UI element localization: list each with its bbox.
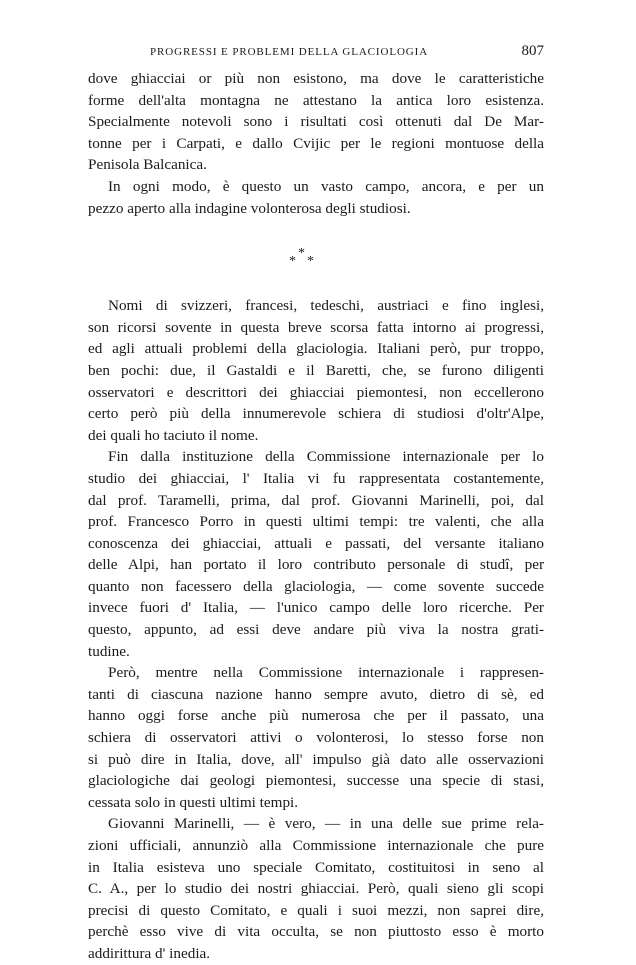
text-line: perchè esso vive di vita occulta, se non piuttosto esso è morto xyxy=(88,923,544,941)
paragraph-conclusion xyxy=(88,176,544,219)
text-line: Nomi di svizzeri, francesi, tedeschi, austriaci e fino inglesi, xyxy=(108,297,544,315)
text-line: tudine. xyxy=(88,642,130,660)
text-line: In ogni modo, è questo un vasto campo, ancora, e per un xyxy=(108,177,544,195)
text-line: quanto non facessero della glaciologia, — come sovente succede xyxy=(88,577,544,595)
page-number: 807 xyxy=(521,43,544,59)
section-separator xyxy=(88,219,544,284)
text-line: in Italia esisteva uno speciale Comitato, costituitosi in seno al xyxy=(88,858,544,876)
text-line: pezzo aperto alla indagine volonterosa degli studiosi. xyxy=(88,199,411,217)
text-line: osservatori e descrittori dei ghiacciai piemontesi, non eccellerono xyxy=(88,383,544,401)
text-line: precisi di questo Comitato, e quali i suoi mezzi, non saprei dire, xyxy=(88,901,544,919)
asterism-star-top: * xyxy=(298,246,305,262)
paragraph-commission xyxy=(88,446,544,662)
text-line: invece fuori d' Italia, — l'unico campo delle loro ricerche. Per xyxy=(88,599,544,617)
text-line: conoscenza dei ghiacciai, attuali e passati, del versante italiano xyxy=(88,534,544,552)
text-line: schiera di osservatori attivi o volonterosi, lo stesso forse non xyxy=(88,729,544,747)
text-line: tanti di ciascuna nazione hanno sempre avuto, dietro di sè, ed xyxy=(88,685,544,703)
text-line: glaciologiche dai geologi piemontesi, successe una specie di stasi, xyxy=(88,772,544,790)
running-head xyxy=(88,43,544,64)
text-line: Giovanni Marinelli, — è vero, — in una delle sue prime rela- xyxy=(108,815,544,833)
text-line: studio dei ghiacciai, l' Italia vi fu rappresentata costantemente, xyxy=(88,469,544,487)
paragraph-foreign-scholars xyxy=(88,295,544,446)
paragraph-italian-stasis xyxy=(88,662,544,813)
text-line: dal prof. Taramelli, prima, dal prof. Giovanni Marinelli, poi, dal xyxy=(88,491,544,509)
paragraph-continuation xyxy=(88,68,544,176)
text-line: dove ghiacciai or più non esistono, ma dove le caratteristiche xyxy=(88,70,544,87)
text-line: ed agli attuali problemi della glaciologia. Italiani però, pur troppo, xyxy=(88,340,544,358)
text-line: delle Alpi, han portato il loro contributo personale di studî, per xyxy=(88,556,544,574)
text-line: Fin dalla instituzione della Commissione internazionale per lo xyxy=(108,448,544,466)
text-line: Però, mentre nella Commissione internazionale i rappresen- xyxy=(108,664,544,682)
asterism-star-left: * xyxy=(289,254,296,270)
text-line: cessata solo in questi ultimi tempi. xyxy=(88,793,299,811)
text-line: addirittura d' inedia. xyxy=(88,944,211,962)
text-line: Penisola Balcanica. xyxy=(88,156,207,174)
asterism-star-right: * xyxy=(307,254,314,270)
asterism xyxy=(284,247,324,271)
text-line: tonne per i Carpati, e dallo Cvijic per le regioni montuose della xyxy=(88,134,544,152)
text-line: hanno oggi forse anche più numerosa che per il passato, una xyxy=(88,707,544,725)
text-line: dei quali ho taciuto il nome. xyxy=(88,426,259,444)
text-line: son ricorsi sovente in questa breve scorsa fatta intorno ai progressi, xyxy=(88,318,544,336)
text-line: si può dire in Italia, dove, all' impulso già dato alle osservazioni xyxy=(88,750,544,768)
text-line: certo però più della innumerevole schiera di studiosi d'oltr'Alpe, xyxy=(88,405,544,423)
text-line: questo, appunto, ad essi deve andare più viva la nostra grati- xyxy=(88,621,544,639)
text-line: Specialmente notevoli sono i risultati così ottenuti dal De Mar- xyxy=(88,113,544,131)
body-text xyxy=(88,68,544,965)
text-line: prof. Francesco Porro in questi ultimi tempi: tre valenti, che alla xyxy=(88,513,544,531)
paragraph-marinelli xyxy=(88,813,544,964)
text-line: C. A., per lo studio dei nostri ghiacciai. Però, quali sieno gli scopi xyxy=(88,880,544,898)
text-line: ben pochi: due, il Gastaldi e il Baretti, che, se furono diligenti xyxy=(88,361,544,379)
running-title: PROGRESSI E PROBLEMI DELLA GLACIOLOGIA xyxy=(150,46,429,58)
text-line: forme dell'alta montagna ne attestano la antica loro esistenza. xyxy=(88,91,544,109)
text-line: zioni ufficiali, annunziò alla Commissione internazionale che pure xyxy=(88,837,544,854)
